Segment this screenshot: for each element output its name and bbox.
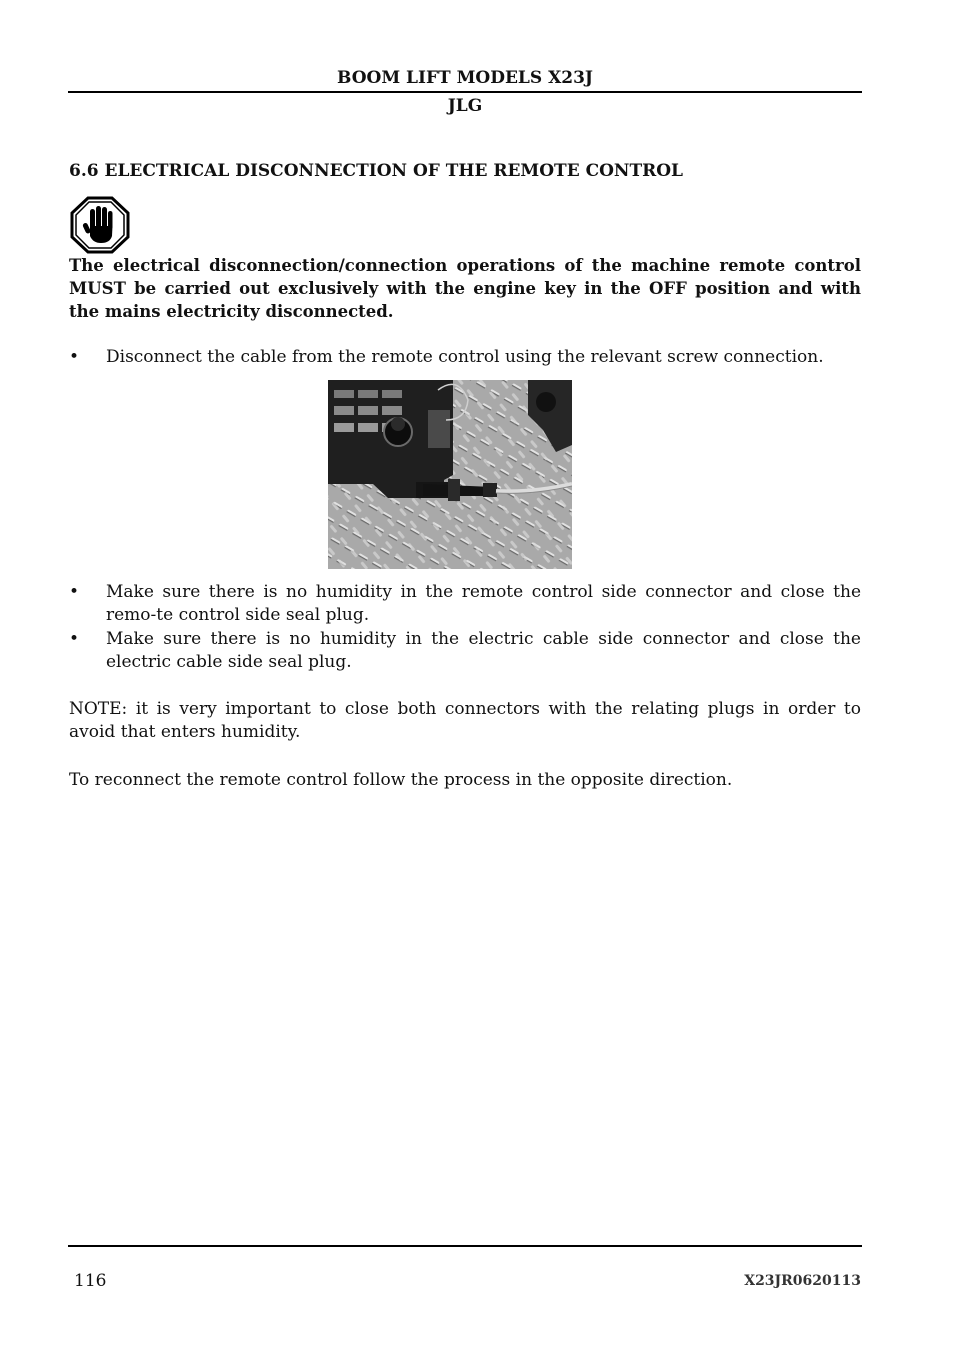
list-item — [69, 581, 861, 627]
page-number: 116 — [74, 1271, 107, 1291]
bullet-mark: • — [69, 347, 80, 367]
section-heading: 6.6 ELECTRICAL DISCONNECTION OF THE REMOTE CONTROL — [69, 161, 684, 181]
document-code: X23JR0620113 — [744, 1273, 861, 1289]
remote-control-photo — [328, 380, 572, 569]
header-title: BOOM LIFT MODELS X23J — [337, 68, 593, 88]
list-item — [69, 628, 861, 674]
list-item-text: Make sure there is no humidity in the electric cable side connector and close the electric cable side seal plug. — [106, 629, 861, 672]
stop-hand-icon — [70, 196, 130, 254]
closing-paragraph: To reconnect the remote control follow the process in the opposite direction. — [69, 770, 733, 790]
bullet-mark: • — [69, 629, 80, 649]
bullet-mark: • — [69, 582, 80, 602]
footer-rule — [68, 1245, 862, 1247]
list-item-text: Disconnect the cable from the remote control using the relevant screw connection. — [106, 347, 824, 367]
warning-text: The electrical disconnection/connection operations of the machine remote control MUST be carried out exclusively with the engine key in the OFF position and with the mains electricity disconnected. — [69, 256, 861, 321]
header-rule — [68, 91, 862, 93]
list-item-text: Make sure there is no humidity in the remote control side connector and close the remo-te control side seal plug. — [106, 582, 861, 625]
list-item — [69, 346, 861, 369]
note-paragraph: NOTE: it is very important to close both connectors with the relating plugs in order to avoid that enters humidity. — [69, 699, 861, 742]
header-brand: JLG — [447, 96, 483, 116]
